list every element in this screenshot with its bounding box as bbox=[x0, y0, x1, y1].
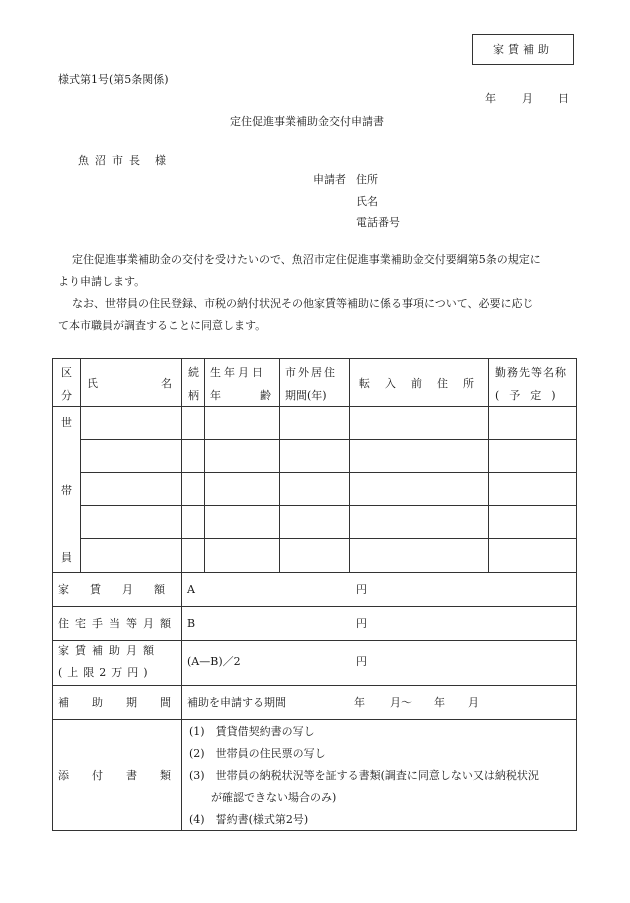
body-paragraph-2-line-2: て本市職員が調査することに同意します。 bbox=[58, 319, 267, 332]
applicant-phone-label: 電話番号 bbox=[356, 216, 400, 229]
header-age-year: 年 bbox=[210, 389, 221, 402]
housing-allowance-label: 住宅手当等月額 bbox=[58, 617, 177, 630]
header-outside-residence: 市外居住 bbox=[285, 366, 337, 379]
period-month-start: 月〜 bbox=[390, 696, 412, 709]
date-year-label: 年 bbox=[485, 92, 496, 105]
subsidy-unit: 円 bbox=[356, 655, 367, 668]
header-kubun-bottom: 分 bbox=[61, 389, 72, 402]
housing-allowance-unit: 円 bbox=[356, 617, 367, 630]
form-number: 様式第1号(第5条関係) bbox=[58, 73, 169, 86]
document-title: 定住促進事業補助金交付申請書 bbox=[230, 115, 384, 128]
body-paragraph-1-line-1: 定住促進事業補助金の交付を受けたいので、魚沼市定住促進事業補助金交付要綱第5条の規定に bbox=[72, 253, 541, 266]
attachments-label: 添付書類 bbox=[58, 769, 194, 782]
header-birthdate: 生年月日 bbox=[210, 366, 266, 379]
body-paragraph-1-line-2: より申請します。 bbox=[58, 275, 146, 288]
subsidy-limit: (上限2万円) bbox=[58, 666, 153, 679]
header-name-first: 氏 bbox=[87, 377, 98, 390]
household-label-bottom: 員 bbox=[61, 551, 72, 564]
header-workplace-planned: (予定) bbox=[495, 389, 566, 402]
applicant-label: 申請者 bbox=[313, 173, 346, 186]
applicant-address-label: 住所 bbox=[356, 173, 378, 186]
applicant-name-label: 氏名 bbox=[356, 195, 378, 208]
header-kubun-top: 区 bbox=[61, 366, 72, 379]
period-year-start: 年 bbox=[354, 696, 365, 709]
rent-unit: 円 bbox=[356, 583, 367, 596]
rent-value: A bbox=[187, 583, 195, 596]
period-label: 補助期間 bbox=[58, 696, 194, 709]
honorific: 様 bbox=[155, 154, 166, 167]
header-workplace: 勤務先等名称 bbox=[495, 366, 567, 379]
attachment-item: (4) 誓約書(様式第2号) bbox=[189, 813, 309, 826]
date-day-label: 日 bbox=[558, 92, 569, 105]
attachment-item: (2) 世帯員の住民票の写し bbox=[189, 747, 326, 760]
attachment-item: (1) 賃貸借契約書の写し bbox=[189, 725, 315, 738]
addressee: 魚沼市長 bbox=[78, 154, 146, 167]
header-age-label: 齢 bbox=[260, 389, 271, 402]
header-relation-top: 続 bbox=[188, 366, 199, 379]
housing-allowance-value: B bbox=[187, 617, 196, 630]
period-year-end: 年 bbox=[434, 696, 445, 709]
period-month-end: 月 bbox=[468, 696, 479, 709]
household-label-middle: 帯 bbox=[61, 484, 72, 497]
category-badge: 家賃補助 bbox=[472, 34, 574, 65]
date-month-label: 月 bbox=[522, 92, 533, 105]
body-paragraph-2-line-1: なお、世帯員の住民登録、市税の納付状況その他家賃等補助に係る事項について、必要に応じ bbox=[72, 297, 534, 310]
header-outside-period: 期間(年) bbox=[285, 389, 327, 402]
attachment-item: が確認できない場合のみ) bbox=[189, 791, 337, 804]
header-relation-bottom: 柄 bbox=[188, 389, 199, 402]
header-name-second: 名 bbox=[161, 377, 172, 390]
subsidy-label: 家賃補助月額 bbox=[58, 644, 160, 657]
period-text: 補助を申請する期間 bbox=[187, 696, 286, 709]
attachment-item: (3) 世帯員の納税状況等を証する書類(調査に同意しない又は納税状況 bbox=[189, 769, 539, 782]
household-label-top: 世 bbox=[61, 416, 72, 429]
subsidy-formula: (A—B)／2 bbox=[187, 655, 241, 668]
rent-label: 家賃月額 bbox=[58, 583, 186, 596]
header-previous-address: 転入前住所 bbox=[359, 377, 489, 390]
